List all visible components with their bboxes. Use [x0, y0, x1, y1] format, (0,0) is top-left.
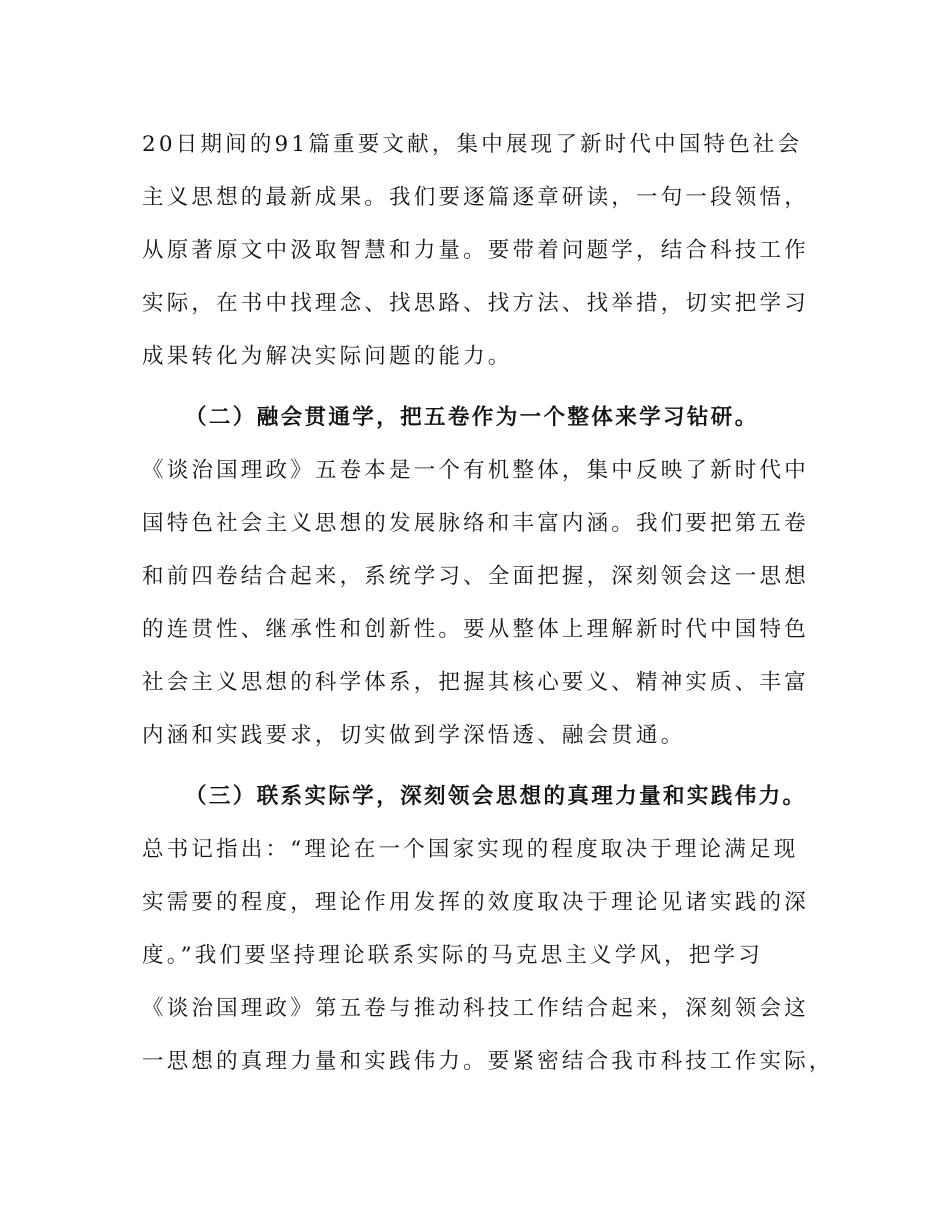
section-heading	[142, 391, 842, 444]
section-two	[142, 391, 842, 762]
text-line: 国特色社会主义思想的发展脉络和丰富内涵。我们要把第五卷	[142, 511, 809, 536]
text-line: 《谈治国理政》第五卷与推动科技工作结合起来，深刻领会这	[142, 996, 809, 1021]
text-line: 主义思想的最新成果。我们要逐篇逐章研读，一句一段领悟，	[142, 185, 809, 210]
text-line: 从原著原文中汲取智慧和力量。要带着问题学，结合科技工作	[142, 238, 809, 263]
text-line: 总书记指出：“理论在一个国家实现的程度取决于理论满足现	[142, 837, 799, 862]
section-heading-text: （二）融会贯通学，把五卷作为一个整体来学习钻研。	[185, 405, 759, 430]
paragraph-gap	[142, 762, 842, 770]
text-line: 度。”我们要坚持理论联系实际的马克思主义学风，把学习	[142, 943, 763, 968]
paragraph-continuation	[142, 118, 842, 383]
section-heading-text: （三）联系实际学，深刻领会思想的真理力量和实践伟力。	[185, 784, 807, 809]
document-body	[142, 118, 842, 1088]
section-three	[142, 770, 842, 1088]
text-line: 内涵和实践要求，切实做到学深悟透、融会贯通。	[142, 723, 686, 748]
text-line: 社会主义思想的科学体系，把握其核心要义、精神实质、丰富	[142, 670, 809, 695]
text-line: 实需要的程度，理论作用发挥的效度取决于理论见诸实践的深	[142, 890, 809, 915]
text-line: 的连贯性、继承性和创新性。要从整体上理解新时代中国特色	[142, 617, 809, 642]
text-line: 实际，在书中找理念、找思路、找方法、找举措，切实把学习	[142, 291, 809, 316]
section-heading	[142, 770, 842, 823]
text-line: 一思想的真理力量和实践伟力。要紧密结合我市科技工作实际，	[142, 1049, 834, 1074]
paragraph-gap	[142, 383, 842, 391]
text-line: 和前四卷结合起来，系统学习、全面把握，深刻领会这一思想	[142, 564, 809, 589]
text-line: 《谈治国理政》五卷本是一个有机整体，集中反映了新时代中	[142, 458, 809, 483]
text-line: 20日期间的91篇重要文献，集中展现了新时代中国特色社会	[142, 132, 803, 157]
text-line: 成果转化为解决实际问题的能力。	[142, 344, 513, 369]
